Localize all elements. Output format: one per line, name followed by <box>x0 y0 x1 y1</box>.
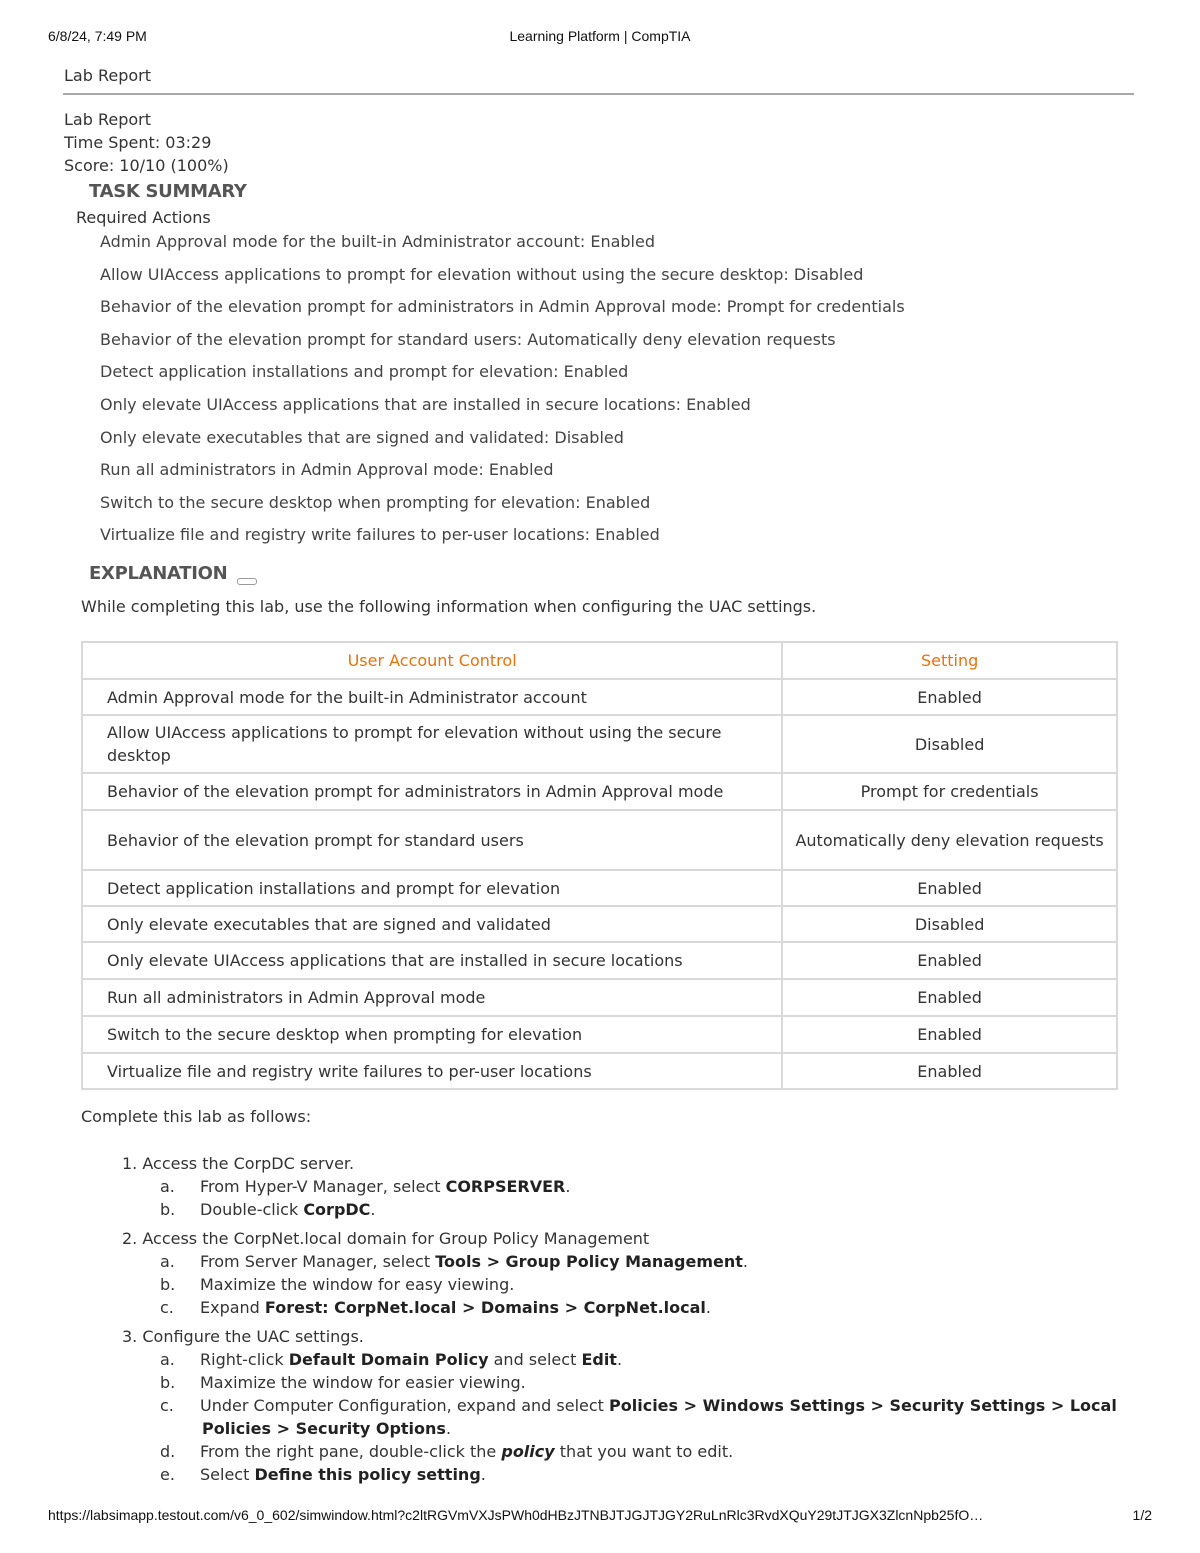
substep-item <box>160 1175 1132 1198</box>
print-url[interactable]: https://labsimapp.testout.com/v6_0_602/simwindow.html?c2ltRGVmVXJsPWh0dHBzJTNBJTJGJTJGY2RuLnRlc3RvdXQuY29tJTJGX3ZlcnNpb25fO… <box>48 1507 984 1523</box>
step-item <box>122 1227 1132 1319</box>
uac-setting-cell: Enabled <box>782 942 1117 979</box>
substep-italic: policy <box>501 1442 555 1461</box>
uac-setting-cell: Disabled <box>782 906 1117 942</box>
table-row <box>82 715 1117 773</box>
substeps <box>122 1348 1132 1486</box>
required-actions-label: Required Actions <box>76 208 211 227</box>
substep-text: Under Computer Configuration, expand and select <box>200 1396 610 1415</box>
table-header-row <box>82 642 1117 679</box>
substep-end: . <box>480 1465 486 1484</box>
substep-item <box>160 1394 1132 1440</box>
substep-bold: Define this policy setting <box>254 1465 481 1484</box>
time-spent: Time Spent: 03:29 <box>64 133 212 152</box>
substep-item <box>160 1348 1132 1371</box>
substep-item <box>160 1440 1132 1463</box>
substep-letter: c. <box>160 1396 174 1415</box>
complete-lab-intro: Complete this lab as follows: <box>81 1107 312 1126</box>
required-action-item: Switch to the secure desktop when prompting for elevation: Enabled <box>100 492 651 512</box>
substep-item <box>160 1371 1132 1394</box>
substep-letter: d. <box>160 1442 176 1461</box>
print-page-title: Learning Platform | CompTIA <box>509 28 691 44</box>
required-action-item: Virtualize file and registry write failures to per-user locations: Enabled <box>100 525 660 545</box>
substep-end: . <box>705 1298 711 1317</box>
table-row <box>82 942 1117 979</box>
step-number: 3. <box>122 1327 138 1346</box>
substep-letter: a. <box>160 1177 175 1196</box>
step-text: Access the CorpDC server. <box>142 1154 355 1173</box>
required-action-item: Only elevate UIAccess applications that are installed in secure locations: Enabled <box>100 394 751 414</box>
substep-letter: a. <box>160 1252 175 1271</box>
table-row <box>82 1016 1117 1053</box>
uac-policy-cell: Virtualize file and registry write failures to per-user locations <box>82 1053 782 1089</box>
required-action-item: Behavior of the elevation prompt for standard users: Automatically deny elevation requests <box>100 329 836 349</box>
substeps <box>122 1250 1132 1319</box>
uac-policy-cell: Only elevate UIAccess applications that are installed in secure locations <box>82 942 782 979</box>
substep-text: From Hyper-V Manager, select <box>200 1177 446 1196</box>
uac-setting-cell: Enabled <box>782 870 1117 906</box>
substep-text: Expand <box>200 1298 265 1317</box>
tab-lab-report[interactable]: Lab Report <box>64 66 151 85</box>
substep-item <box>160 1296 1132 1319</box>
substep-text: From the right pane, double-click the <box>200 1442 502 1461</box>
substep-mid: and select <box>488 1350 582 1369</box>
print-date: 6/8/24, 7:49 PM <box>48 28 147 44</box>
substep-text: Select <box>200 1465 255 1484</box>
step-number: 2. <box>122 1229 138 1248</box>
print-footer <box>48 1507 1152 1527</box>
substep-letter: b. <box>160 1275 176 1294</box>
substep-text: Maximize the window for easy viewing. <box>200 1275 515 1294</box>
required-action-item: Admin Approval mode for the built-in Administrator account: Enabled <box>100 232 655 251</box>
substep-item <box>160 1198 1132 1221</box>
uac-policy-cell: Allow UIAccess applications to prompt for elevation without using the secure desktop <box>82 715 782 773</box>
uac-policy-cell: Admin Approval mode for the built-in Administrator account <box>82 679 782 715</box>
uac-setting-cell: Enabled <box>782 679 1117 715</box>
uac-setting-cell: Enabled <box>782 1016 1117 1053</box>
substep-item <box>160 1463 1132 1486</box>
uac-policy-cell: Only elevate executables that are signed and validated <box>82 906 782 942</box>
step-text: Configure the UAC settings. <box>142 1327 364 1346</box>
explanation-heading-text: EXPLANATION <box>89 563 228 584</box>
report-meta <box>64 108 229 177</box>
required-action-item: Only elevate executables that are signed and validated: Disabled <box>100 427 624 447</box>
substep-bold: Default Domain Policy <box>288 1350 489 1369</box>
substep-letter: e. <box>160 1465 175 1484</box>
step-item <box>122 1152 1132 1221</box>
substep-end: . <box>565 1177 571 1196</box>
required-actions-list <box>100 231 905 557</box>
table-row <box>82 906 1117 942</box>
collapse-toggle-icon[interactable] <box>237 578 257 585</box>
report-title: Lab Report <box>64 110 151 129</box>
tab-divider <box>63 93 1134 95</box>
table-row <box>82 979 1117 1016</box>
explanation-heading <box>89 563 257 585</box>
task-summary-heading: TASK SUMMARY <box>89 181 247 202</box>
substep-text: Double-click <box>200 1200 304 1219</box>
column-header-setting: Setting <box>782 642 1117 679</box>
uac-setting-cell: Enabled <box>782 979 1117 1016</box>
table-row <box>82 810 1117 870</box>
uac-policy-cell: Behavior of the elevation prompt for administrators in Admin Approval mode <box>82 773 782 810</box>
step-item <box>122 1325 1132 1486</box>
substep-bold: Forest: CorpNet.local > Domains > CorpNet.local <box>264 1298 706 1317</box>
uac-policy-cell: Run all administrators in Admin Approval mode <box>82 979 782 1016</box>
substep-letter: b. <box>160 1200 176 1219</box>
substep-item <box>160 1250 1132 1273</box>
substep-letter: b. <box>160 1373 176 1392</box>
substep-end: . <box>445 1419 452 1438</box>
step-number: 1. <box>122 1154 138 1173</box>
uac-setting-cell: Automatically deny elevation requests <box>782 810 1117 870</box>
uac-setting-cell: Disabled <box>782 715 1117 773</box>
uac-setting-cell: Enabled <box>782 1053 1117 1089</box>
column-header-uac: User Account Control <box>82 642 782 679</box>
substep-item <box>160 1273 1132 1296</box>
substep-text: Maximize the window for easier viewing. <box>200 1373 526 1392</box>
table-row <box>82 870 1117 906</box>
substep-text: Right-click <box>200 1350 289 1369</box>
table-row <box>82 679 1117 715</box>
required-action-item: Allow UIAccess applications to prompt for elevation without using the secure desktop: Disabled <box>100 264 864 284</box>
substep-letter: c. <box>160 1298 174 1317</box>
substep-end: . <box>370 1200 376 1219</box>
table-row <box>82 773 1117 810</box>
score: Score: 10/10 (100%) <box>64 156 229 175</box>
table-row <box>82 1053 1117 1089</box>
lab-steps <box>122 1152 1132 1492</box>
uac-setting-cell: Prompt for credentials <box>782 773 1117 810</box>
step-text: Access the CorpNet.local domain for Group Policy Management <box>142 1229 650 1248</box>
substep-bold: Edit <box>581 1350 617 1369</box>
substep-end: that you want to edit. <box>554 1442 734 1461</box>
substep-bold: CORPSERVER <box>445 1177 566 1196</box>
substep-end: . <box>616 1350 623 1369</box>
substep-text: From Server Manager, select <box>200 1252 436 1271</box>
substeps <box>122 1175 1132 1221</box>
page-number: 1/2 <box>1132 1507 1152 1523</box>
required-action-item: Behavior of the elevation prompt for administrators in Admin Approval mode: Prompt for credentials <box>100 297 905 317</box>
required-action-item: Run all administrators in Admin Approval mode: Enabled <box>100 460 554 480</box>
substep-bold: Tools > Group Policy Management <box>435 1252 743 1271</box>
required-action-item: Detect application installations and prompt for elevation: Enabled <box>100 362 629 382</box>
uac-policy-cell: Behavior of the elevation prompt for standard users <box>82 810 782 870</box>
uac-policy-cell: Detect application installations and prompt for elevation <box>82 870 782 906</box>
uac-settings-table <box>81 641 1118 1090</box>
substep-letter: a. <box>160 1350 175 1369</box>
substep-bold: CorpDC <box>303 1200 371 1219</box>
print-header <box>48 28 1152 48</box>
uac-policy-cell: Switch to the secure desktop when prompting for elevation <box>82 1016 782 1053</box>
substep-end: . <box>742 1252 749 1271</box>
substep-bold: Policies > Windows Settings > Security Settings > Local Policies > Security Options <box>202 1396 1117 1438</box>
explanation-intro: While completing this lab, use the following information when configuring the UAC settings. <box>81 597 817 616</box>
